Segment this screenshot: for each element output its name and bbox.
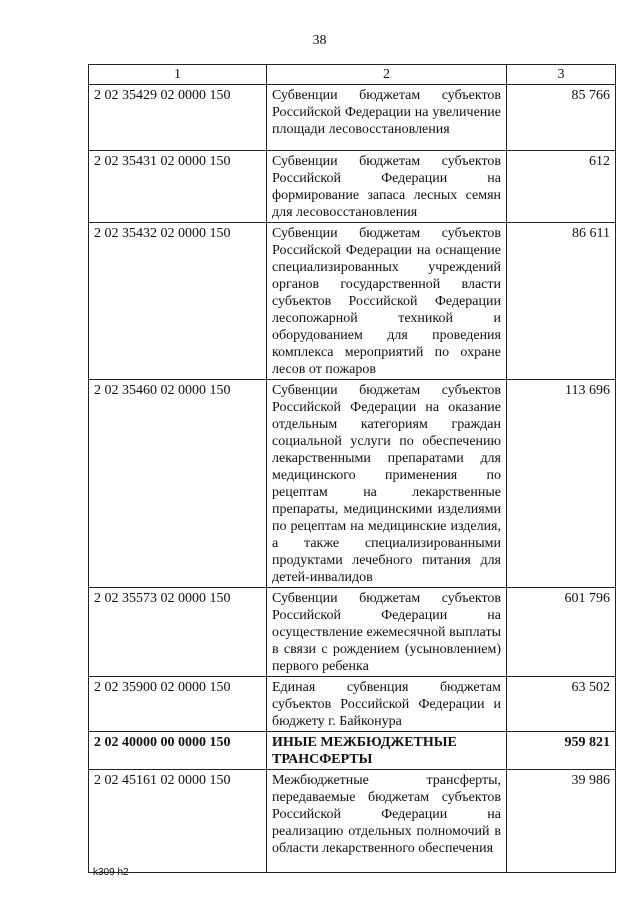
table-row (89, 732, 616, 770)
row-code: 2 02 35431 02 0000 150 (89, 151, 267, 223)
page-number: 38 (312, 33, 327, 48)
table-body (89, 85, 616, 873)
row-description: Субвенции бюджетам субъектов Российской Федерации на осуществление ежемесячной выплаты в связи с рождением (усыновлением) первого ребенка (267, 588, 507, 677)
row-code: 2 02 35573 02 0000 150 (89, 588, 267, 677)
row-code: 2 02 45161 02 0000 150 (89, 770, 267, 873)
row-description: Единая субвенция бюджетам субъектов Российской Федерации и бюджету г. Байконура (267, 677, 507, 732)
row-amount: 959 821 (507, 732, 616, 770)
table-row (89, 770, 616, 873)
row-description: Субвенции бюджетам субъектов Российской Федерации на увеличение площади лесовосстановления (267, 85, 507, 151)
row-amount: 39 986 (507, 770, 616, 873)
table-row (89, 85, 616, 151)
footer-code: k309 h2 (93, 867, 129, 878)
table-row (89, 380, 616, 588)
table-row (89, 677, 616, 732)
row-amount: 85 766 (507, 85, 616, 151)
row-description: Межбюджетные трансферты, передаваемые бюджетам субъектов Российской Федерации на реализацию отдельных полномочий в области лекарственного обеспечения (267, 770, 507, 873)
row-code: 2 02 35460 02 0000 150 (89, 380, 267, 588)
row-description: Субвенции бюджетам субъектов Российской Федерации на оснащение специализированных учреждений органов государственной власти субъектов Российской Федерации лесопожарной техникой и оборудованием для проведения комплекса мероприятий по охране лесов от пожаров (267, 223, 507, 380)
table-row (89, 588, 616, 677)
table-header (89, 65, 616, 85)
header-col-2: 2 (267, 65, 507, 85)
row-code: 2 02 40000 00 0000 150 (89, 732, 267, 770)
header-col-1: 1 (89, 65, 267, 85)
header-col-3: 3 (507, 65, 616, 85)
row-description: Субвенции бюджетам субъектов Российской Федерации на оказание отдельным категориям граждан социальной услуги по обеспечению лекарственными препаратами для медицинского применения по рецептам на лекарственные препараты, медицинскими изделиями по рецептам на медицинские изделия, а также специализированными продуктами лечебного питания для детей-инвалидов (267, 380, 507, 588)
row-code: 2 02 35900 02 0000 150 (89, 677, 267, 732)
row-amount: 612 (507, 151, 616, 223)
row-description: Субвенции бюджетам субъектов Российской Федерации на формирование запаса лесных семян для лесовосстановления (267, 151, 507, 223)
row-description: ИНЫЕ МЕЖБЮДЖЕТНЫЕ ТРАНСФЕРТЫ (267, 732, 507, 770)
row-amount: 63 502 (507, 677, 616, 732)
row-code: 2 02 35432 02 0000 150 (89, 223, 267, 380)
table-row (89, 151, 616, 223)
row-amount: 601 796 (507, 588, 616, 677)
budget-table (88, 64, 616, 873)
row-code: 2 02 35429 02 0000 150 (89, 85, 267, 151)
row-amount: 113 696 (507, 380, 616, 588)
table-row (89, 223, 616, 380)
row-amount: 86 611 (507, 223, 616, 380)
header-row (89, 65, 616, 85)
